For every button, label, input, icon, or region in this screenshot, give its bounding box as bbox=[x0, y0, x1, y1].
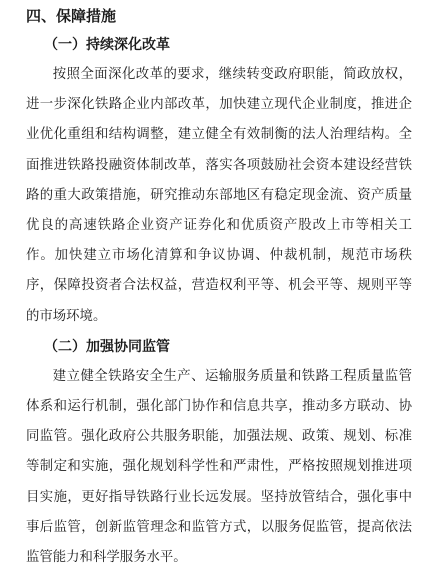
subsection-heading-supervision: （二）加强协同监管 bbox=[44, 338, 170, 355]
section-heading: 四、保障措施 bbox=[26, 7, 117, 25]
paragraph-reform: 按照全面深化改革的要求，继续转变政府职能，简政放权，进一步深化铁路企业内部改革，加快建立现代企业制度，推进企业优化重组和结构调整，建立健全有效制衡的法人治理结构。全面推进铁路投融资体制改革，落实各项鼓励社会资本建设经营铁路的重大政策措施，研究推动东部地区有稳定现金流、资产质量优良的高速铁路企业资产证券化和优质资产股改上市等相关工作。加快建立市场化清算和争议协调、仲裁机制，规范市场秩序，保障投资者合法权益，营造权利平等、机会平等、规则平等的市场环境。 bbox=[26, 67, 412, 324]
paragraph-supervision: 建立健全铁路安全生产、运输服务质量和铁路工程质量监管体系和运行机制，强化部门协作和信息共享，推动多方联动、协同监管。强化政府公共服务职能，加强法规、政策、规划、标准等制定和实施，强化规划科学性和严肃性，严格按照规划推进项目实施，更好指导铁路行业长远发展。坚持放管结合，强化事中事后监管，创新监管理念和监管方式，以服务促监管，提高依法监管能力和科学服务水平。 bbox=[26, 368, 412, 566]
subsection-heading-reform: （一）持续深化改革 bbox=[44, 37, 170, 53]
